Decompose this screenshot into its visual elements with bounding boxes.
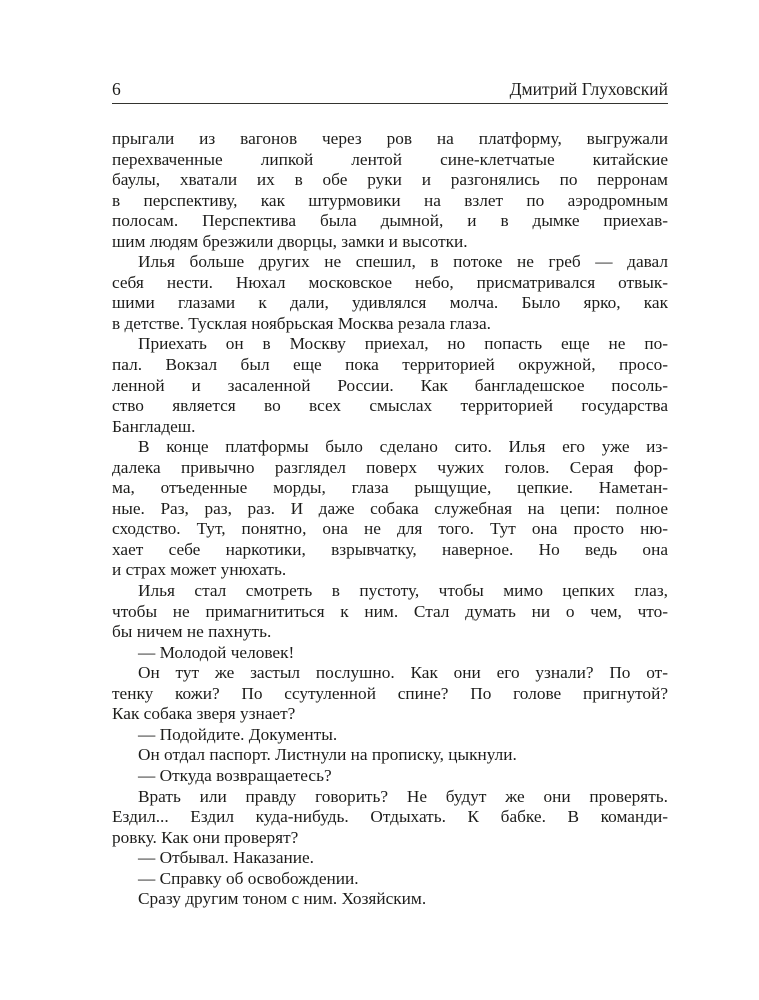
paragraph bbox=[112, 869, 668, 890]
text-line: Врать или правду говорить? Не будут же они проверять. bbox=[138, 786, 668, 806]
text-line: — Отбывал. Наказание. bbox=[138, 848, 314, 868]
paragraph bbox=[112, 252, 668, 334]
text-line: ма, отъеденные морды, глаза рыщущие, цепкие. Наметан- bbox=[112, 478, 668, 498]
paragraph bbox=[112, 725, 668, 746]
text-line: перехваченные липкой лентой сине-клетчатые китайские bbox=[112, 149, 668, 169]
text-line: прыгали из вагонов через ров на платформу, выгружали bbox=[112, 129, 668, 148]
text-line: полосам. Перспектива была дымной, и в дымке приехав- bbox=[112, 211, 668, 231]
text-line: ровку. Как они проверят? bbox=[112, 827, 299, 847]
text-line: хает себе наркотики, взрывчатку, наверное. Но ведь она bbox=[112, 539, 668, 559]
text-line: ленной и засаленной России. Как бангладешское посоль- bbox=[112, 375, 668, 395]
text-line: Илья больше других не спешил, в потоке не греб — давал bbox=[138, 252, 668, 272]
text-line: Приехать он в Москву приехал, но попасть еще не по- bbox=[138, 334, 668, 354]
running-head-author: Дмитрий Глуховский bbox=[509, 79, 668, 99]
text-line: сходство. Тут, понятно, она не для того. Тут она просто ню- bbox=[112, 519, 668, 539]
text-line: ство является во всех смыслах территорией государства bbox=[112, 396, 668, 416]
paragraph bbox=[112, 766, 668, 787]
paragraph bbox=[112, 581, 668, 643]
text-line: — Справку об освобождении. bbox=[138, 868, 359, 888]
text-line: Сразу другим тоном с ним. Хозяйским. bbox=[138, 889, 427, 909]
header-rule bbox=[112, 103, 668, 104]
text-line: — Молодой человек! bbox=[138, 642, 295, 662]
text-line: — Откуда возвращаетесь? bbox=[138, 765, 332, 785]
text-line: тенку кожи? По ссутуленной спине? По голове пригнутой? bbox=[112, 683, 668, 703]
text-line: шим людям брезжили дворцы, замки и высотки. bbox=[112, 231, 468, 251]
page-header bbox=[112, 79, 668, 100]
paragraph bbox=[112, 848, 668, 869]
text-line: в детстве. Тусклая ноябрьская Москва резала глаза. bbox=[112, 313, 491, 333]
text-line: Он отдал паспорт. Листнули на прописку, цыкнули. bbox=[138, 745, 517, 765]
text-line: пал. Вокзал был еще пока территорией окружной, просо- bbox=[112, 355, 668, 375]
page-number: 6 bbox=[112, 79, 121, 99]
text-line: бы ничем не пахнуть. bbox=[112, 622, 272, 642]
text-line: баулы, хватали их в обе руки и разгонялись по перронам bbox=[112, 170, 668, 190]
text-line: шими глазами к дали, удивлялся молча. Было ярко, как bbox=[112, 293, 668, 313]
text-line: В конце платформы было сделано сито. Илья его уже из- bbox=[138, 437, 668, 457]
paragraph bbox=[112, 129, 668, 252]
text-line: Он тут же застыл послушно. Как они его узнали? По от- bbox=[138, 663, 668, 683]
text-line: ные. Раз, раз, раз. И даже собака служебная на цепи: полное bbox=[112, 498, 668, 518]
text-line: Бангладеш. bbox=[112, 416, 196, 436]
paragraph bbox=[112, 437, 668, 581]
paragraph bbox=[112, 663, 668, 725]
text-line: чтобы не примагнититься к ним. Стал думать ни о чем, что- bbox=[112, 601, 668, 621]
text-line: Ездил... Ездил куда-нибудь. Отдыхать. К бабке. В команди- bbox=[112, 807, 668, 827]
paragraph bbox=[112, 889, 668, 910]
paragraph bbox=[112, 787, 668, 849]
text-line: и страх может унюхать. bbox=[112, 560, 287, 580]
paragraph bbox=[112, 745, 668, 766]
text-line: в перспективу, как штурмовики на взлет по аэродромным bbox=[112, 190, 668, 210]
text-line: далека привычно разглядел поверх чужих голов. Серая фор- bbox=[112, 457, 668, 477]
text-line: — Подойдите. Документы. bbox=[138, 724, 338, 744]
text-line: Илья стал смотреть в пустоту, чтобы мимо цепких глаз, bbox=[138, 581, 668, 601]
page-text bbox=[112, 129, 668, 910]
paragraph bbox=[112, 643, 668, 664]
paragraph bbox=[112, 334, 668, 437]
text-line: Как собака зверя узнает? bbox=[112, 704, 296, 724]
text-line: себя нести. Нюхал московское небо, присматривался отвык- bbox=[112, 272, 668, 292]
